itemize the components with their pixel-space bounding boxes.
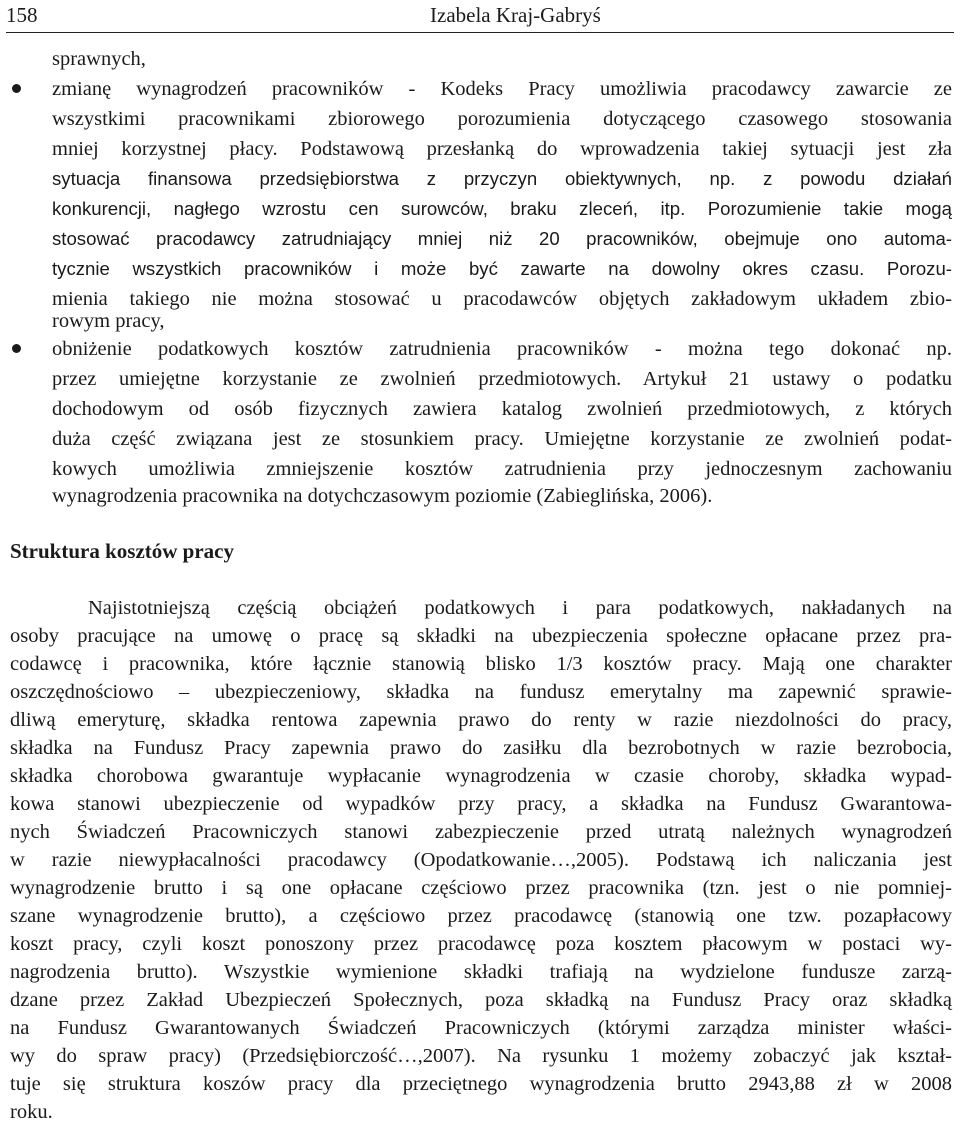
list-line: sprawnych, [52, 48, 146, 70]
list-line: obniżenie podatkowych kosztów zatrudnienia pracowników - można tego dokonać np. [52, 338, 952, 360]
page-number: 158 [6, 3, 38, 27]
body-line: oszczędnościowo – ubezpieczeniowy, składka na fundusz emerytalny ma zapewnić sprawie- [10, 681, 952, 703]
list-line: wynagrodzenia pracownika na dotychczasowym poziomie (Zabieglińska, 2006). [52, 485, 713, 507]
list-bullet [12, 344, 21, 353]
list-line: sytuacja finansowa przedsiębiorstwa z przyczyn obiektywnych, np. z powodu działań [52, 168, 952, 189]
body-line: składka chorobowa gwarantuje wypłacanie wynagrodzenia w czasie choroby, składka wypad- [10, 765, 952, 787]
body-line: codawcę i pracownika, które łącznie stanowią blisko 1/3 kosztów pracy. Mają one charakter [10, 653, 952, 675]
list-line: przez umiejętne korzystanie ze zwolnień przedmiotowych. Artykuł 21 ustawy o podatku [52, 368, 952, 390]
body-line: osoby pracujące na umowę o pracę są składki na ubezpieczenia społeczne opłacane przez pra- [10, 625, 952, 647]
list-line: mienia takiego nie można stosować u pracodawców objętych zakładowym układem zbio- [52, 288, 952, 310]
body-line: roku. [10, 1101, 53, 1123]
body-line: Najistotniejszą częścią obciążeń podatkowych i para podatkowych, nakładanych na [88, 597, 952, 619]
body-line: kowa stanowi ubezpieczenie od wypadków przy pracy, a składka na Fundusz Gwarantowa- [10, 793, 952, 815]
body-line: dzane przez Zakład Ubezpieczeń Społecznych, poza składką na Fundusz Pracy oraz składką [10, 989, 952, 1011]
body-line: nagrodzenia brutto). Wszystkie wymienione składki trafiają na wydzielone fundusze zarzą- [10, 961, 952, 983]
running-head: Izabela Kraj-Gabryś [430, 3, 601, 27]
list-line: duża część związana jest ze stosunkiem pracy. Umiejętne korzystanie ze zwolnień podat- [52, 428, 952, 450]
list-line: mniej korzystnej płacy. Podstawową przesłanką do wprowadzenia takiej sytuacji jest zła [52, 138, 952, 160]
body-line: nych Świadczeń Pracowniczych stanowi zabezpieczenie przed utratą należnych wynagrodzeń [10, 821, 952, 843]
list-line: tycznie wszystkich pracowników i może być zawarte na dowolny okres czasu. Porozu- [52, 258, 952, 279]
list-line: kowych umożliwia zmniejszenie kosztów zatrudnienia przy jednoczesnym zachowaniu [52, 458, 952, 480]
list-line: wszystkimi pracownikami zbiorowego porozumienia dotyczącego czasowego stosowania [52, 108, 952, 130]
list-bullet [12, 84, 21, 93]
list-line: zmianę wynagrodzeń pracowników - Kodeks Pracy umożliwia pracodawcy zawarcie ze [52, 78, 952, 100]
body-line: na Fundusz Gwarantowanych Świadczeń Pracowniczych (którymi zarządza minister właści- [10, 1017, 952, 1039]
body-line: szane wynagrodzenie brutto), a częściowo przez pracodawcę (stanowią one tzw. pozapłacowy [10, 905, 952, 927]
body-line: dliwą emeryturę, składka rentowa zapewnia prawo do renty w razie niezdolności do pracy, [10, 709, 952, 731]
list-line: stosować pracodawcy zatrudniający mniej niż 20 pracowników, obejmuje ono automa- [52, 228, 952, 249]
body-line: wy do spraw pracy) (Przedsiębiorczość…,2007). Na rysunku 1 możemy zobaczyć jak kształ- [10, 1045, 952, 1067]
body-line: w razie niewypłacalności pracodawcy (Opodatkowanie…,2005). Podstawą ich naliczania jest [10, 849, 952, 871]
list-line: dochodowym od osób fizycznych zawiera katalog zwolnień przedmiotowych, z których [52, 398, 952, 420]
body-line: tuje się struktura koszów pracy dla przeciętnego wynagrodzenia brutto 2943,88 zł w 2008 [10, 1073, 952, 1095]
list-line: konkurencji, nagłego wzrostu cen surowców, braku zleceń, itp. Porozumienie takie mogą [52, 198, 952, 219]
list-line: rowym pracy, [52, 310, 165, 332]
body-line: koszt pracy, czyli koszt ponoszony przez pracodawcę poza kosztem płacowym w postaci wy- [10, 933, 952, 955]
section-heading: Struktura kosztów pracy [10, 539, 234, 563]
body-line: składka na Fundusz Pracy zapewnia prawo do zasiłku dla bezrobotnych w razie bezrobocia, [10, 737, 952, 759]
page-header [6, 0, 954, 33]
body-line: wynagrodzenie brutto i są one opłacane częściowo przez pracownika (tzn. jest o nie pomniej- [10, 877, 952, 899]
